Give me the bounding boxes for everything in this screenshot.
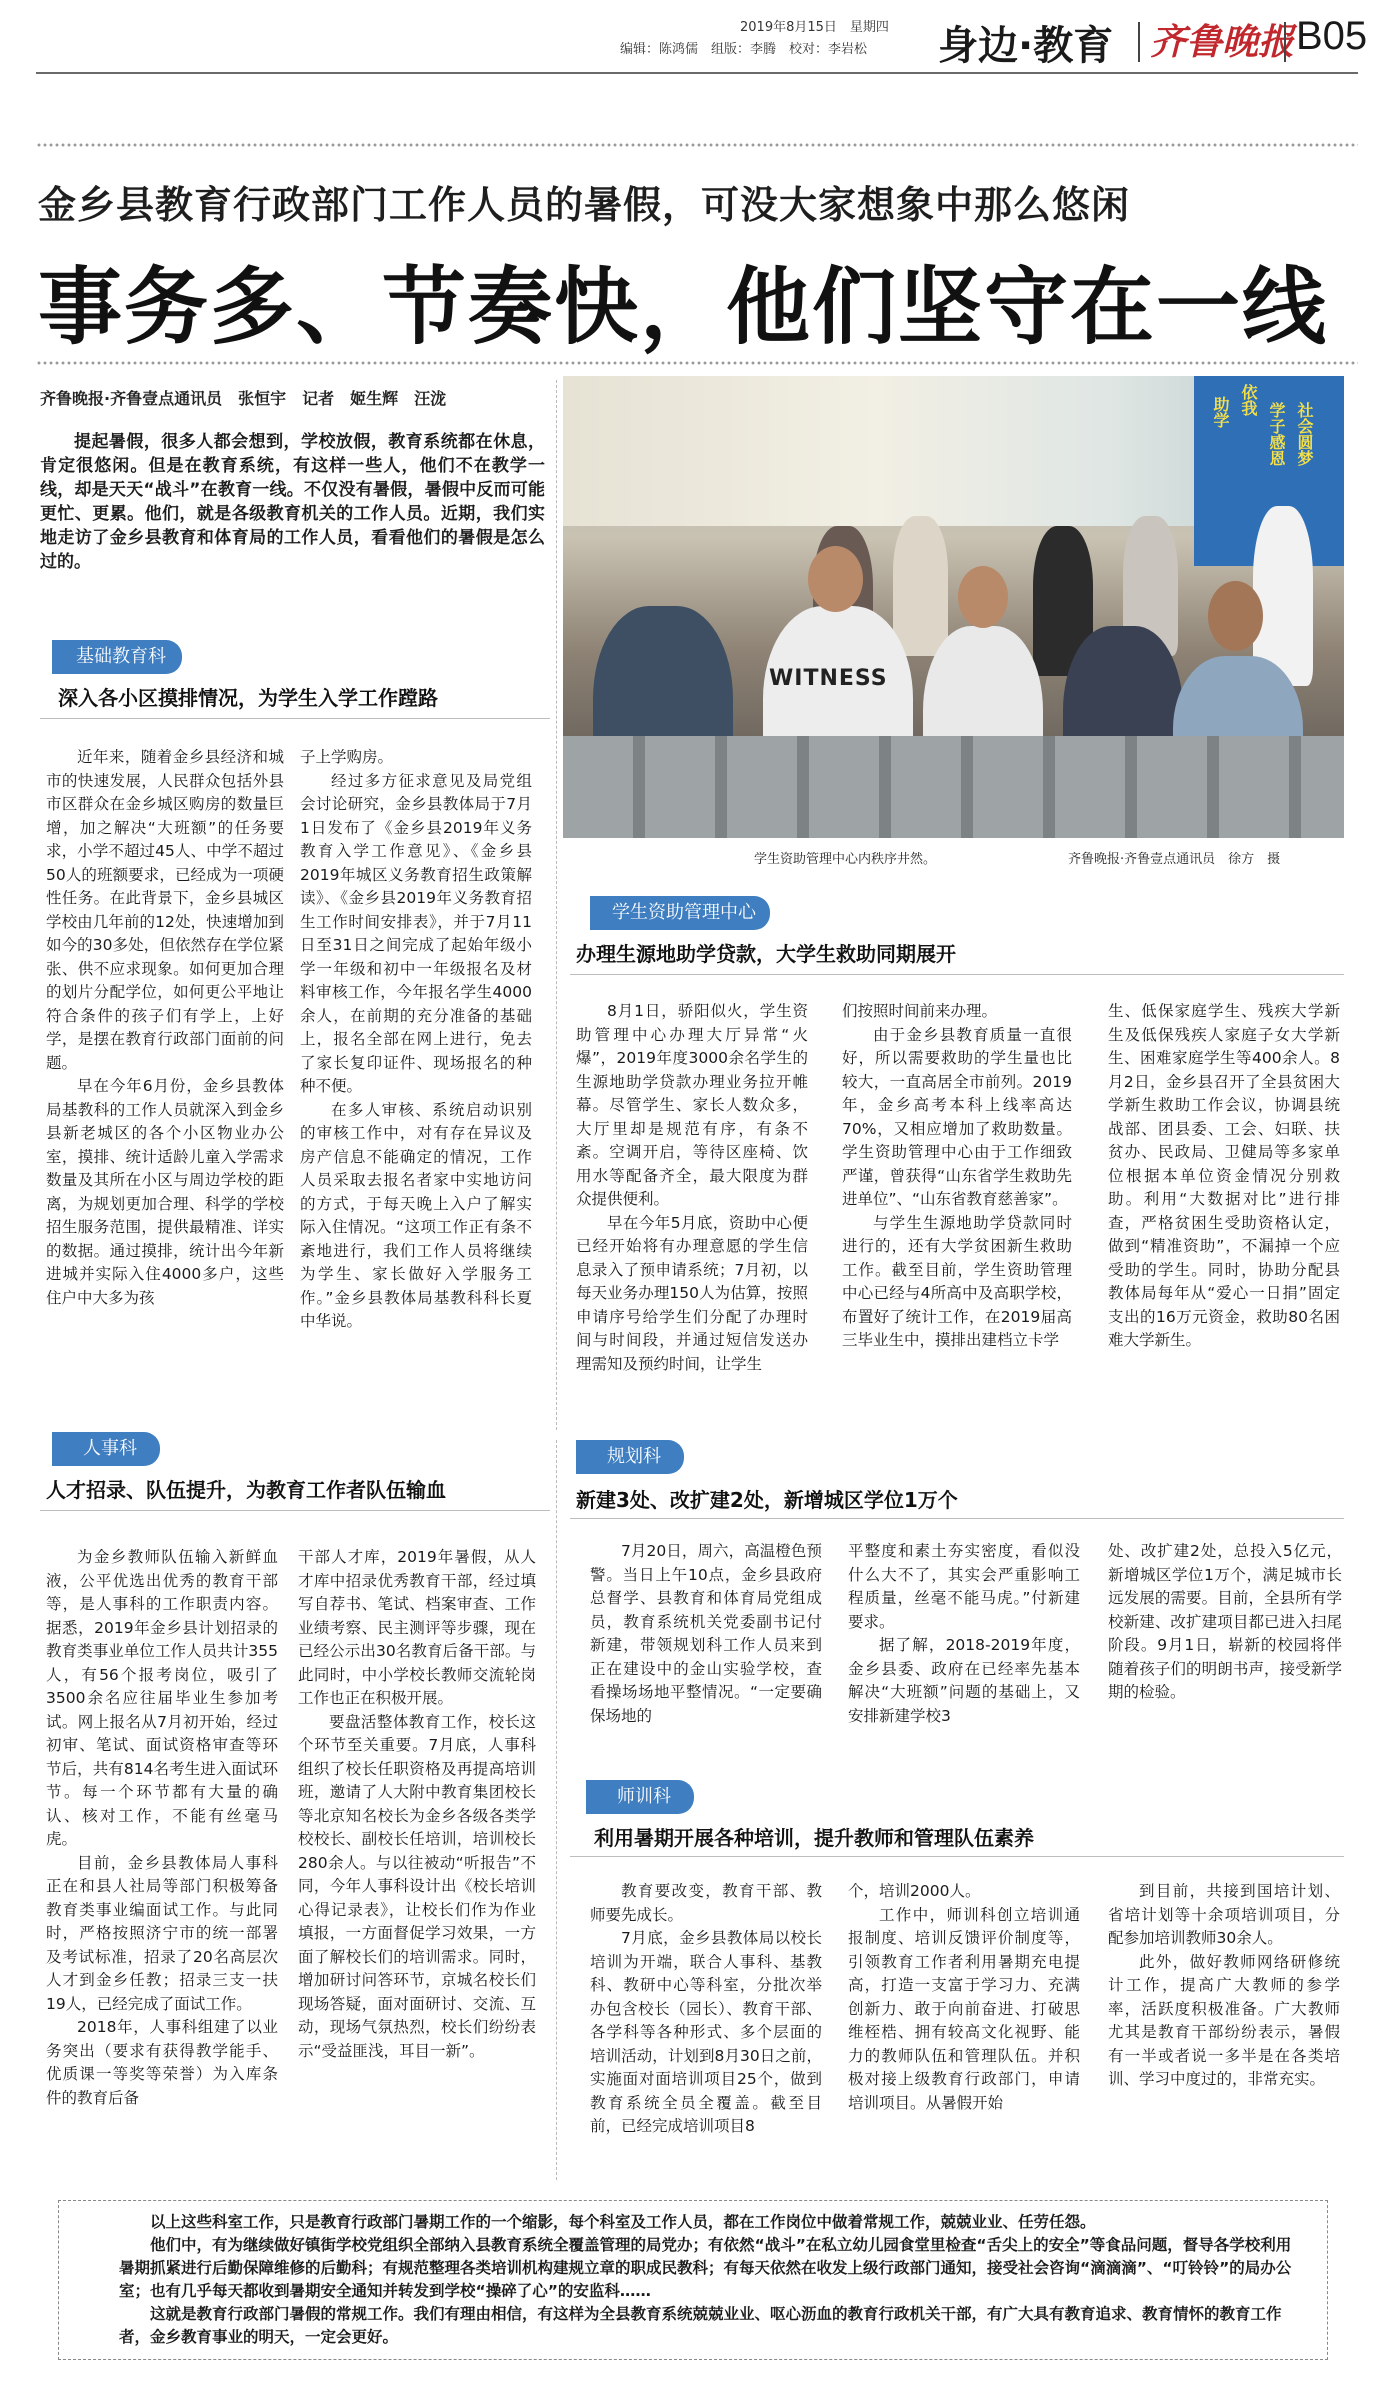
paragraph: 早在今年5月底，资助中心便已经开始将有办理意愿的学生信息录入了预申请系统；7月初，以每天业务办理150人为估算，按照申请序号给学生们分配了办理时间与时间段，并通过短信发送办理需知及预约时间，让学生 (576, 1213, 808, 1373)
column-divider (556, 380, 557, 1430)
section-tag-planning: 规划科 (584, 1440, 684, 1474)
section-tag-student-aid: 学生资助管理中心 (598, 896, 770, 930)
lead-paragraph (40, 430, 545, 574)
s5-column-1 (590, 1880, 822, 2139)
s1-column-1 (46, 746, 284, 1310)
kicker: 金乡县教育行政部门工作人员的暑假，可没大家想象中那么悠闲 (38, 183, 1131, 227)
s3-column-1 (46, 1546, 278, 2110)
s3-column-2 (298, 1546, 536, 2063)
s4-column-1 (590, 1540, 822, 1728)
photo-caption: 学生资助管理中心内秩序井然。 (754, 852, 937, 867)
section-subtitle-teacher-training: 利用暑期开展各种培训，提升教师和管理队伍素养 (594, 1826, 1034, 1850)
s5-column-2 (848, 1880, 1080, 2115)
paragraph: 在多人审核、系统启动识别的审核工作中，对有存在异议及房产信息不能确定的情况，工作人员采取去报名者家中实地访问的方式，于每天晚上入户了解实际入住情况。“这项工作正有条不紊地进行，我们工作人员将继续为学生、家长做好入学服务工作。”金乡县教体局基教科科长夏中华说。 (300, 1100, 532, 1330)
dotted-rule-mid (36, 360, 1358, 366)
paragraph: 2018年，人事科组建了以业务突出（要求有获得教学能手、优质课一等奖等荣誉）为入库条件的教育后备 (46, 2018, 278, 2107)
paragraph: 子上学购房。 (300, 748, 394, 766)
paragraph: 处、改扩建2处，总投入5亿元，新增城区学位1万个，满足城市长远发展的需要。目前，全县所有学校新建、改扩建项目都已进入扫尾阶段。9月1日，崭新的校园将伴随着孩子们的明朗书声，接受新学期的检验。 (1108, 1542, 1342, 1701)
section-subtitle-student-aid: 办理生源地助学贷款，大学生救助同期展开 (576, 942, 956, 966)
photo-person (893, 516, 948, 656)
page-number: B05 (1296, 14, 1368, 58)
paragraph: 7月底，金乡县教体局以校长培训为开端，联合人事科、基教科、教研中心等科室，分批次举办包含校长（园长）、教育干部、各学科等各种形式、多个层面的培训活动，计划到8月30日之前，实施面对面培训项目25个，做到教育系统全员全覆盖。截至目前，已经完成培训项目8 (590, 1929, 822, 2135)
s1-column-2 (300, 746, 532, 1334)
photo-head (1208, 581, 1263, 651)
s2-column-1 (576, 1000, 808, 1376)
s2-column-3 (1108, 1000, 1340, 1353)
paragraph: 经过多方征求意见及局党组会讨论研究，金乡县教体局于7月1日发布了《金乡县2019年义务教育入学工作意见》、《金乡县2019年城区义务教育招生政策解读》、《金乡县2019年义务教育招生工作时间安排表》，并于7月11日至31日之间完成了起始年级小学一年级和初中一年级报名及材料审核工作，今年报名学生4000余人，在前期的充分准备的基础上，报名全部在网上进行，免去了家长复印证件、现场报名的种种不便。 (300, 771, 532, 1095)
masthead-divider-2 (1284, 22, 1286, 62)
date-line: 2019年8月15日 星期四 (740, 20, 889, 35)
editor-line: 编辑：陈鸿儒 组版：李腾 校对：李岩松 (620, 42, 868, 57)
paper-logo: 齐鲁晚报 (1150, 21, 1295, 63)
photo-chairs (563, 736, 1344, 838)
paragraph: 干部人才库，2019年暑假，从人才库中招录优秀教育干部，经过填写自荐书、笔试、档案审查、工作业绩考察、民主测评等步骤，现在已经公示出30名教育后备干部。与此同时，中小学校长教师交流轮岗工作也正在积极开展。 (298, 1548, 536, 1707)
subtitle-rule (570, 974, 1344, 975)
paragraph: 平整度和素土夯实密度，看似没什么大不了，其实会严重影响工程质量，丝毫不能马虎。”付新建要求。 (848, 1542, 1080, 1631)
section-subtitle-basic-education: 深入各小区摸排情况，为学生入学工作蹚路 (58, 686, 438, 710)
conclusion-paragraph: 这就是教育行政部门暑假的常规工作。我们有理由相信，有这样为全县教育系统兢兢业业、呕心沥血的教育行政机关干部，有广大具有教育追求、教育情怀的教育工作者，金乡教育事业的明天，一定会更好。 (119, 2305, 1282, 2346)
banner-text-1: 助学 (1211, 396, 1230, 428)
shirt-text: WITNESS (769, 666, 888, 691)
paragraph: 生、低保家庭学生、残疾大学新生及低保残疾人家庭子女大学新生、困难家庭学生等400余人。8月2日，金乡县召开了全县贫困大学新生救助工作会议，协调县统战部、团县委、工会、妇联、扶贫办、民政局、卫健局等多家单位根据本单位资金情况分别救助。利用“大数据对比”进行排查，严格贫困生受助资格认定，做到“精准资助”，不漏掉一个应受助的学生。同时，协助分配县教体局每年从“爱心一日捐”固定支出的16万元资金，救助80名困难大学新生。 (1108, 1002, 1340, 1349)
paragraph: 此外，做好教师网络研修统计工作，提高广大教师的参学率，活跃度积极准备。广大教师尤其是教育干部纷纷表示，暑假有一半或者说一多半是在各类培训、学习中度过的，非常充实。 (1108, 1952, 1340, 2088)
lead-text: 提起暑假，很多人都会想到，学校放假，教育系统都在休息，肯定很悠闲。但是在教育系统，有这样一些人，他们不在教学一线，却是天天“战斗”在教育一线。不仅没有暑假，暑假中反而可能更忙、更累。他们，就是各级教育机关的工作人员。近期，我们实地走访了金乡县教育和体育局的工作人员，看看他们的暑假是怎么过的。 (40, 432, 545, 572)
paragraph: 教育要改变，教育干部、教师要先成长。 (590, 1882, 822, 1924)
conclusion-paragraph: 他们中，有为继续做好镇街学校党组织全部纳入县教育系统全覆盖管理的局党办；有依然“战斗”在私立幼儿园食堂里检查“舌尖上的安全”等食品问题，督导各学校利用暑期抓紧进行后勤保障维修的后勤科；有规范整理各类培训机构建规立章的职成民教科；有每天依然在收发上级行政部门通知，接受社会咨询“滴滴滴”、“叮铃铃”的局办公室；也有几乎每天都收到暑期安全通知并转发到学校“操碎了心”的安监科…… (119, 2236, 1292, 2300)
banner-text-2: 依我 (1239, 384, 1258, 416)
conclusion-paragraph: 以上这些科室工作，只是教育行政部门暑期工作的一个缩影，每个科室及工作人员，都在工作岗位中做着常规工作，兢兢业业、任劳任怨。 (150, 2213, 1096, 2231)
paragraph: 要盘活整体教育工作，校长这个环节至关重要。7月底，人事科组织了校长任职资格及再提高培训班，邀请了人大附中教育集团校长等北京知名校长为金乡各级各类学校校长、副校长任培训，培训校长280余人。与以往被动“听报告”不同，今年人事科设计出《校长培训心得记录表》，让校长们作为作业填报，一方面督促学习效果，一方面了解校长们的培训需求。同时，增加研讨问答环节，京城名校长们现场答疑，面对面研讨、交流、互动，现场气氛热烈，校长们纷纷表示“受益匪浅，耳目一新”。 (298, 1712, 536, 2060)
paragraph: 早在今年6月份，金乡县教体局基教科的工作人员就深入到金乡县新老城区的各个小区物业办公室，摸排、统计适龄儿童入学需求数量及其所在小区与周边学校的距离，为规划更加合理、科学的学校招生服务范围，提供最精准、详实的数据。通过摸排，统计出今年新进城并实际入住4000多户，这些住户中大多为孩 (46, 1077, 284, 1307)
paragraph: 们按照时间前来办理。 (842, 1002, 998, 1020)
subtitle-rule (570, 1856, 1344, 1857)
section-subtitle-personnel: 人才招录、队伍提升，为教育工作者队伍输血 (46, 1478, 446, 1502)
s5-column-3 (1108, 1880, 1340, 2092)
paragraph: 7月20日，周六，高温橙色预警。当日上午10点，金乡县政府总督学、县教育和体育局党组成员，教育系统机关党委副书记付新建，带领规划科工作人员来到正在建设中的金山实验学校，查看操场场地平整情况。“一定要确保场地的 (590, 1542, 822, 1725)
paragraph: 个，培训2000人。 (848, 1882, 981, 1900)
photo-head (958, 566, 1008, 628)
subtitle-rule (40, 1510, 550, 1511)
paragraph: 近年来，随着金乡县经济和城市的快速发展，人民群众包括外县市区群众在金乡城区购房的数量巨增，加之解决“大班额”的任务要求，小学不超过45人、中学不超过50人的班额要求，已经成为一项硬性任务。在此背景下，金乡县城区学校由几年前的12处，快速增加到如今的30多处，但依然存在学位紧张、供不应求现象。如何更加合理的划片分配学位，如何更公平地让符合条件的孩子们有学上，上好学，是摆在教育行政部门面前的问题。 (46, 748, 284, 1072)
masthead-rule (36, 72, 1358, 74)
column-divider (556, 1440, 557, 2180)
photo-credit: 齐鲁晚报·齐鲁壹点通讯员 徐方 摄 (1068, 852, 1281, 867)
masthead-divider (1138, 22, 1140, 62)
paragraph: 与学生生源地助学贷款同时进行的，还有大学贫困新生救助工作。截至目前，学生资助管理中心已经与4所高中及高职学校，布置好了统计工作，在2019届高三毕业生中，摸排出建档立卡学 (842, 1213, 1072, 1349)
section-tag-personnel: 人事科 (60, 1432, 160, 1466)
subtitle-rule (40, 718, 550, 719)
paragraph: 为金乡教师队伍输入新鲜血液，公平优选出优秀的教育干部等，是人事科的工作职责内容。据悉，2019年金乡县计划招录的教育类事业单位工作人员共计355人，有56个报考岗位，吸引了3500余名应往届毕业生参加考试。网上报名从7月初开始，经过初审、笔试、面试资格审查等环节后，共有814名考生进入面试环节。每一个环节都有大量的确认、核对工作，不能有丝毫马虎。 (46, 1548, 278, 1848)
paragraph: 工作中，师训科创立培训通报制度、培训反馈评价制度等，引领教育工作者利用暑期充电提高，打造一支富于学习力、充满创新力、敢于向前奋进、打破思维桎梏、拥有较高文化视野、能力的教师队伍和管理队伍。并积极对接上级教育行政部门，申请培训项目。从暑假开始 (848, 1905, 1080, 2112)
dotted-rule-top (36, 142, 1358, 148)
headline: 事务多、节奏快，他们坚守在一线 (38, 258, 1329, 356)
byline: 齐鲁晚报·齐鲁壹点通讯员 张恒宇 记者 姬生辉 汪泷 (40, 389, 447, 408)
section-tag-teacher-training: 师训科 (594, 1780, 694, 1814)
paragraph: 目前，金乡县教体局人事科正在和县人社局等部门积极筹备教育类事业编面试工作。与此同时，严格按照济宁市的统一部署及考试标准，招录了20名高层次人才到金乡任教；招录三支一扶19人，已经完成了面试工作。 (46, 1853, 278, 2013)
paragraph: 据了解，2018-2019年度，金乡县委、政府在已经率先基本解决“大班额”问题的基础上，又安排新建学校3 (848, 1636, 1080, 1725)
paragraph: 8月1日，骄阳似火，学生资助管理中心办理大厅异常“火爆”，2019年度3000余名学生的生源地助学贷款办理业务拉开帷幕。尽管学生、家长人数众多，大厅里却是规范有序，有条不紊。空调开启，等待区座椅、饮用水等配备齐全，最大限度为群众提供便利。 (576, 1002, 808, 1208)
section-subtitle-planning: 新建3处、改扩建2处，新增城区学位1万个 (576, 1488, 958, 1512)
section-title: 身边·教育 (938, 23, 1114, 69)
news-photo (563, 376, 1344, 838)
banner-text-3: 学子感恩 (1267, 402, 1286, 466)
photo-head (808, 546, 863, 612)
s4-column-2 (848, 1540, 1080, 1728)
s4-column-3 (1108, 1540, 1342, 1705)
section-tag-basic-education: 基础教育科 (60, 640, 182, 674)
subtitle-rule (570, 1518, 1344, 1519)
paragraph: 到目前，共接到国培计划、省培计划等十余项培训项目，分配参加培训教师30余人。 (1108, 1882, 1340, 1947)
s2-column-2 (842, 1000, 1072, 1353)
conclusion-box (58, 2200, 1328, 2360)
banner-text-4: 社会圆梦 (1295, 402, 1314, 466)
paragraph: 由于金乡县教育质量一直很好，所以需要救助的学生量也比较大，一直高居全市前列。2019年，金乡高考本科上线率高达70%，又相应增加了救助数量。学生资助管理中心由于工作细致严谨，曾获得“山东省学生救助先进单位”、“山东省教育慈善家”。 (842, 1025, 1072, 1208)
